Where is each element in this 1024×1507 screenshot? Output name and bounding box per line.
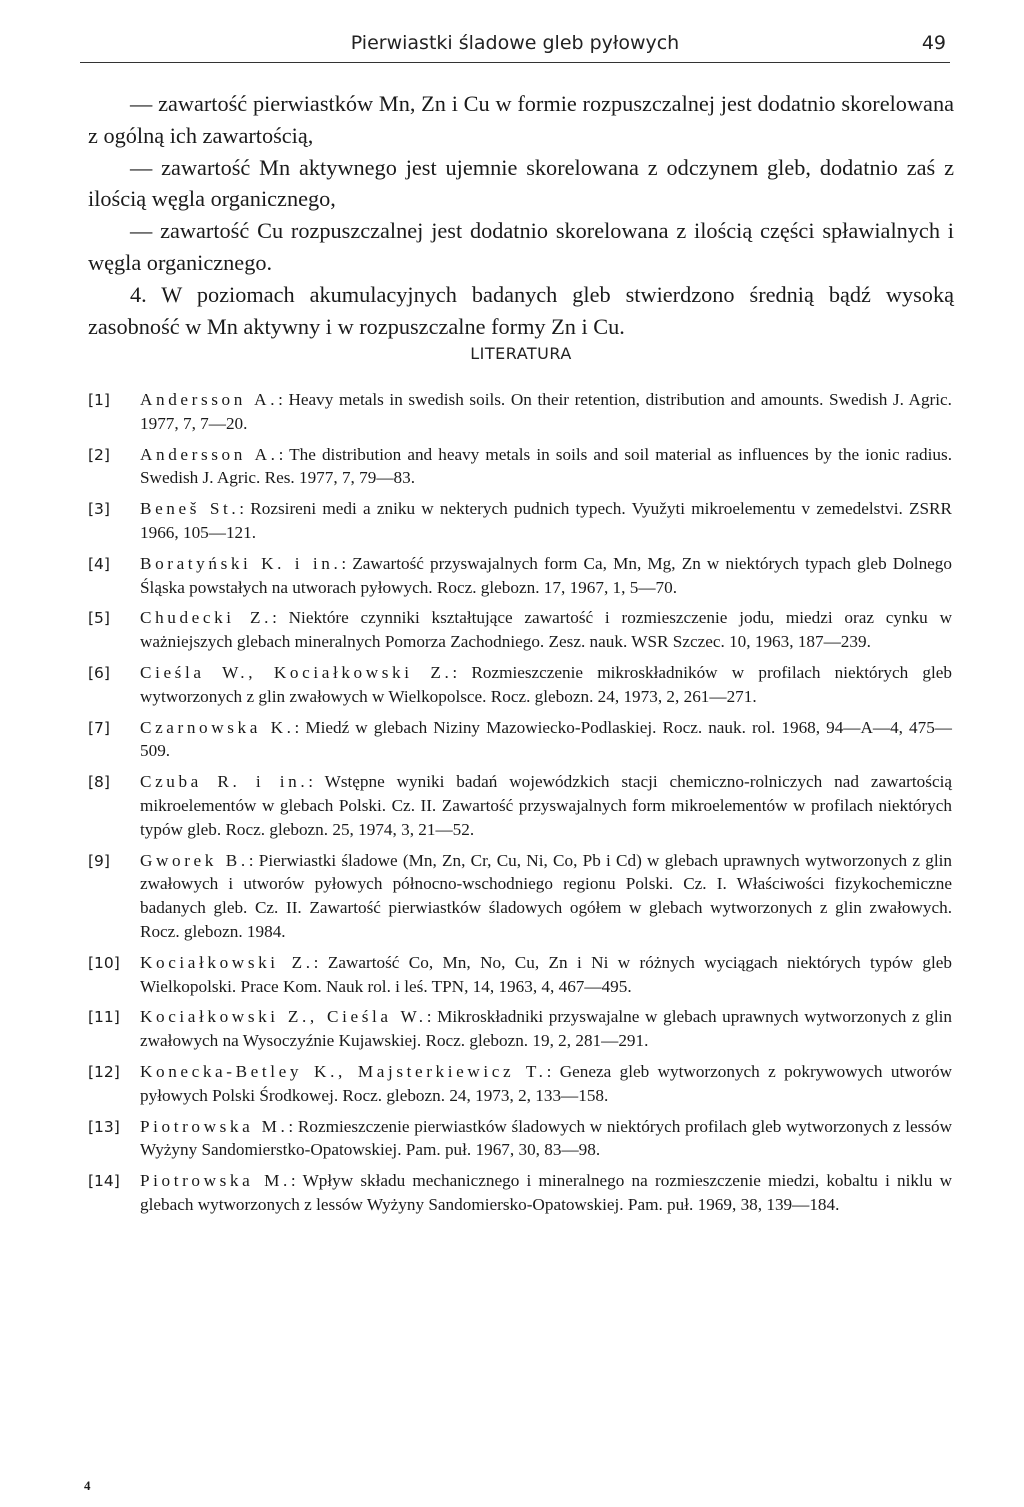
reference-number: [10] [88,953,120,972]
conclusion-item: — zawartość Mn aktywnego jest ujemnie skorelowana z odczynem gleb, dodatnio zaś z ilością węgla organicznego, [88,154,954,212]
conclusions-section [88,88,954,342]
reference-body [140,661,952,709]
reference-number: [12] [88,1062,120,1081]
reference-body [140,443,952,491]
reference-number: [9] [88,851,110,870]
reference-number: [13] [88,1117,120,1136]
conclusion-item: 4. W poziomach akumulacyjnych badanych gleb stwierdzono średnią bądź wysoką zasobność w Mn aktywny i w rozpuszczalne formy Zn i Cu. [88,281,954,339]
reference-item [88,443,952,491]
reference-text: : Zawartość przyswajalnych form Ca, Mn, Mg, Zn w niektórych typach gleb Dolnego Śląska powstałych na utworach pyłowych. Rocz. glebozn. 17, 1967, 1, 5—70. [140,553,952,597]
signature-mark: 4 [84,1478,91,1493]
reference-number: [2] [88,445,110,464]
reference-text: : Zawartość Co, Mn, No, Cu, Zn i Ni w różnych wyciągach niektórych typów gleb Wielkopolski. Prace Kom. Nauk rol. i leś. TPN, 14, 1963, 4, 467—495. [140,952,952,996]
reference-item [88,770,952,841]
reference-number: [1] [88,391,110,409]
reference-item [88,951,952,999]
reference-body [140,951,952,999]
reference-body [140,1005,952,1053]
reference-author: Kociałkowski Z. [140,952,314,972]
reference-body [140,849,952,944]
reference-body [140,1169,952,1217]
reference-author: Czuba R. i in. [140,772,309,792]
reference-item [88,606,952,654]
reference-text: : Wpływ składu mechanicznego i mineralnego na rozmieszczenie miedzi, kobaltu i niklu w glebach wytworzonych z lessów Wyżyny Sandomiersko-Opatowskiej. Pam. puł. 1969, 38, 139—184. [140,1171,952,1214]
reference-number: [11] [88,1008,120,1027]
reference-number: [8] [88,773,110,792]
reference-number: [6] [88,663,110,682]
reference-text: : Heavy metals in swedish soils. On their retention, distribution and amounts. Swedish J. Agric. 1977, 7, 7—20. [140,390,952,433]
reference-item [88,388,952,436]
reference-body [140,388,952,436]
reference-author: Piotrowska M. [140,1171,291,1191]
conclusion-item: — zawartość Cu rozpuszczalnej jest dodatnio skorelowana z ilością części spławialnych i węgla organicznego. [88,218,954,275]
reference-item [88,497,952,545]
reference-body [140,716,952,764]
running-title: Pierwiastki śladowe gleb pyłowych [350,32,680,54]
reference-list [88,388,952,1224]
reference-item [88,1169,952,1217]
reference-body [140,770,952,841]
reference-text: : Wstępne wyniki badań wojewódzkich stacji chemiczno-rolniczych nad zawartością mikroelementów w glebach Polski. Cz. II. Zawartość przyswajalnych form mikroelementów w profilach niektórych typów gleb. Rocz. glebozn. 25, 1974, 3, 21—52. [140,772,952,839]
reference-item [88,552,952,600]
reference-author: Czarnowska K. [140,717,295,737]
reference-text: : The distribution and heavy metals in soils and soil material as influences by the ionic radius. Swedish J. Agric. Res. 1977, 7, 79—83. [140,444,952,488]
reference-item [88,1060,952,1108]
reference-author: Gworek B. [140,850,249,870]
reference-body [140,497,952,545]
reference-number: [14] [88,1172,120,1191]
reference-text: : Niektóre czynniki kształtujące zawartość i rozmieszczenie jodu, miedzi oraz cynku w ważniejszych glebach mineralnych Pomorza Zachodniego. Zesz. nauk. WSR Szczec. 10, 1963, 187—239. [140,608,952,652]
reference-body [140,1115,952,1163]
reference-body [140,552,952,600]
reference-author: Andersson A. [140,390,279,409]
reference-number: [4] [88,554,110,573]
reference-text: : Geneza gleb wytworzonych z pokrywowych utworów pyłowych Polski Środkowej. Rocz. glebozn. 24, 1973, 2, 133—158. [140,1061,952,1105]
reference-author: Boratyński K. i in. [140,553,342,573]
reference-author: Beneš St. [140,499,240,519]
reference-author: Chudecki Z. [140,608,273,628]
page-number: 49 [921,32,946,54]
reference-author: Andersson A. [140,444,279,464]
reference-item [88,1005,952,1053]
reference-author: Konecka-Betley K., Majsterkiewicz T. [140,1061,547,1081]
reference-item [88,1115,952,1163]
conclusion-item: — zawartość pierwiastków Mn, Zn i Cu w formie rozpuszczalnej jest dodatnio skorelowana z ogólną ich zawartością, [88,91,954,148]
reference-number: [3] [88,500,110,519]
reference-text: : Rozmieszczenie pierwiastków śladowych w niektórych profilach gleb wytworzonych z lessów Wyżyny Sandomierstko-Opatowskiej. Pam. puł. 1967, 30, 83—98. [140,1116,952,1160]
reference-body [140,606,952,654]
reference-text: : Rozsireni medi a zniku w nekterych pudnich typech. Využyti mikroelementu v zemedelstvi. ZSRR 1966, 105—121. [140,499,952,542]
reference-author: Piotrowska M. [140,1116,289,1136]
reference-item [88,849,952,944]
reference-text: : Pierwiastki śladowe (Mn, Zn, Cr, Cu, Ni, Co, Pb i Cd) w glebach uprawnych wytworzonych z glin zwałowych i utworów pyłowych północno-wschodniego regionu Polski. Cz. I. Właściwości fizykochemiczne badanych gleb. Cz. II. Zawartość pierwiastków śladowych ogółem w glebach wytworzonych z glin zwałowych. Rocz. glebozn. 1984. [140,850,952,941]
page-header [80,32,950,62]
literature-heading: LITERATURA [470,344,572,363]
reference-number: [5] [88,609,110,628]
reference-body [140,1060,952,1108]
reference-text: : Miedź w glebach Niziny Mazowiecko-Podlaskiej. Rocz. nauk. rol. 1968, 94—A—4, 475—509. [140,717,952,761]
reference-number: [7] [88,718,110,737]
header-rule [80,62,950,63]
reference-text: : Rozmieszczenie mikroskładników w profilach niektórych gleb wytworzonych z glin zwałowych w Wielkopolsce. Rocz. glebozn. 24, 1973, 2, 261—271. [140,662,952,706]
reference-author: Kociałkowski Z., Cieśla W. [140,1007,427,1027]
reference-item [88,716,952,764]
reference-item [88,661,952,709]
reference-text: : Mikroskładniki przyswajalne w glebach uprawnych wytworzonych z glin zwałowych na Wysoczyźnie Kujawskiej. Rocz. glebozn. 19, 2, 281—291. [140,1007,952,1051]
reference-author: Cieśla W., Kociałkowski Z. [140,662,453,682]
